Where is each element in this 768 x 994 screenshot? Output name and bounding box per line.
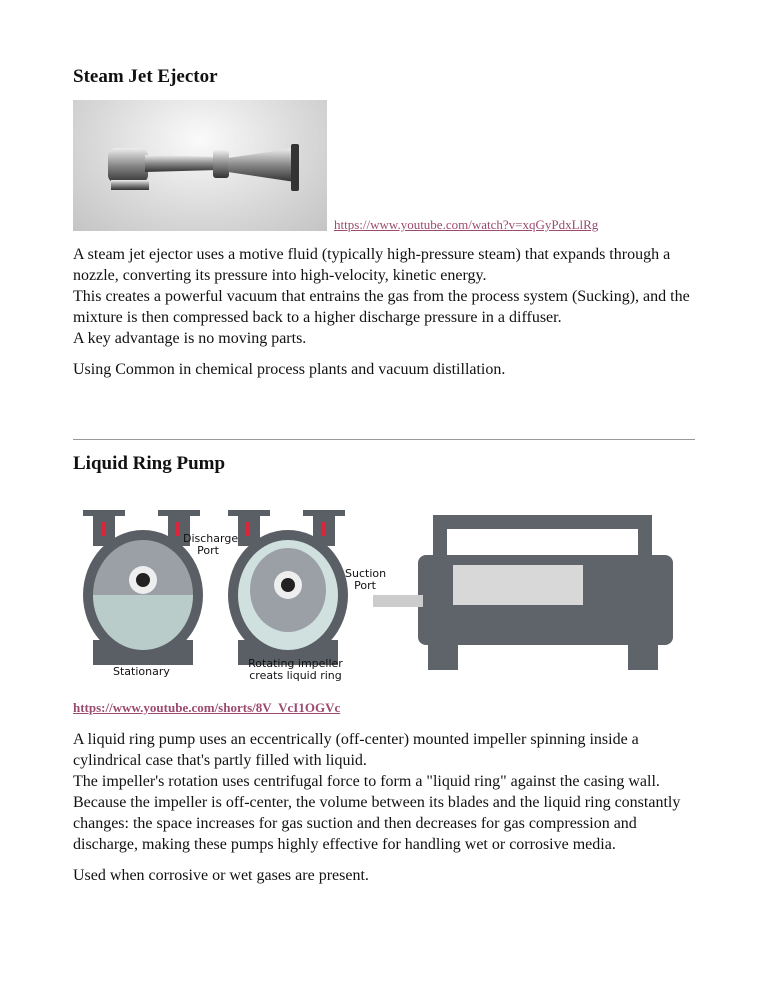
- steam-jet-video-link[interactable]: https://www.youtube.com/watch?v=xqGyPdxLlRg: [334, 217, 599, 232]
- discharge-port-label: Discharge Port: [183, 532, 239, 557]
- usage-text: Used when corrosive or wet gases are present.: [73, 867, 369, 884]
- liquid-ring-pump-figure: [73, 500, 695, 685]
- section-title-steam-jet-ejector: Steam Jet Ejector: [73, 66, 218, 87]
- paragraph-line: A steam jet ejector uses a motive fluid (typically high-pressure steam) that expands through a nozzle, converting its pressure into high-velocity, kinetic energy.: [73, 246, 671, 284]
- paragraph-line: A liquid ring pump uses an eccentrically (off-center) mounted impeller spinning inside a cylindrical case that's partly filled with liquid.: [73, 731, 639, 769]
- paragraph-line: A key advantage is no moving parts.: [73, 330, 307, 347]
- stationary-label: Stationary: [113, 665, 170, 678]
- usage-text: Using Common in chemical process plants and vacuum distillation.: [73, 361, 506, 378]
- paragraph-line: The impeller's rotation uses centrifugal force to form a "liquid ring" against the casing wall.: [73, 773, 660, 790]
- steam-jet-ejector-image: [73, 100, 327, 231]
- liquid-ring-video-link[interactable]: https://www.youtube.com/shorts/8V_VcI1OGVc: [73, 700, 341, 715]
- divider: [73, 439, 695, 440]
- suction-port-label: Suction Port: [345, 567, 387, 592]
- section-title-liquid-ring-pump: Liquid Ring Pump: [73, 453, 226, 474]
- paragraph-line: This creates a powerful vacuum that entrains the gas from the process system (Sucking), and the mixture is then compressed back to a higher discharge pressure in a diffuser.: [73, 288, 690, 326]
- paragraph-line: Because the impeller is off-center, the volume between its blades and the liquid ring constantly changes: the space increases for gas suction and then decreases for gas compression and discharge, making these pumps highly effective for handling wet or corrosive media.: [73, 794, 681, 853]
- rotating-label: Rotating impeller creats liquid ring: [248, 657, 343, 682]
